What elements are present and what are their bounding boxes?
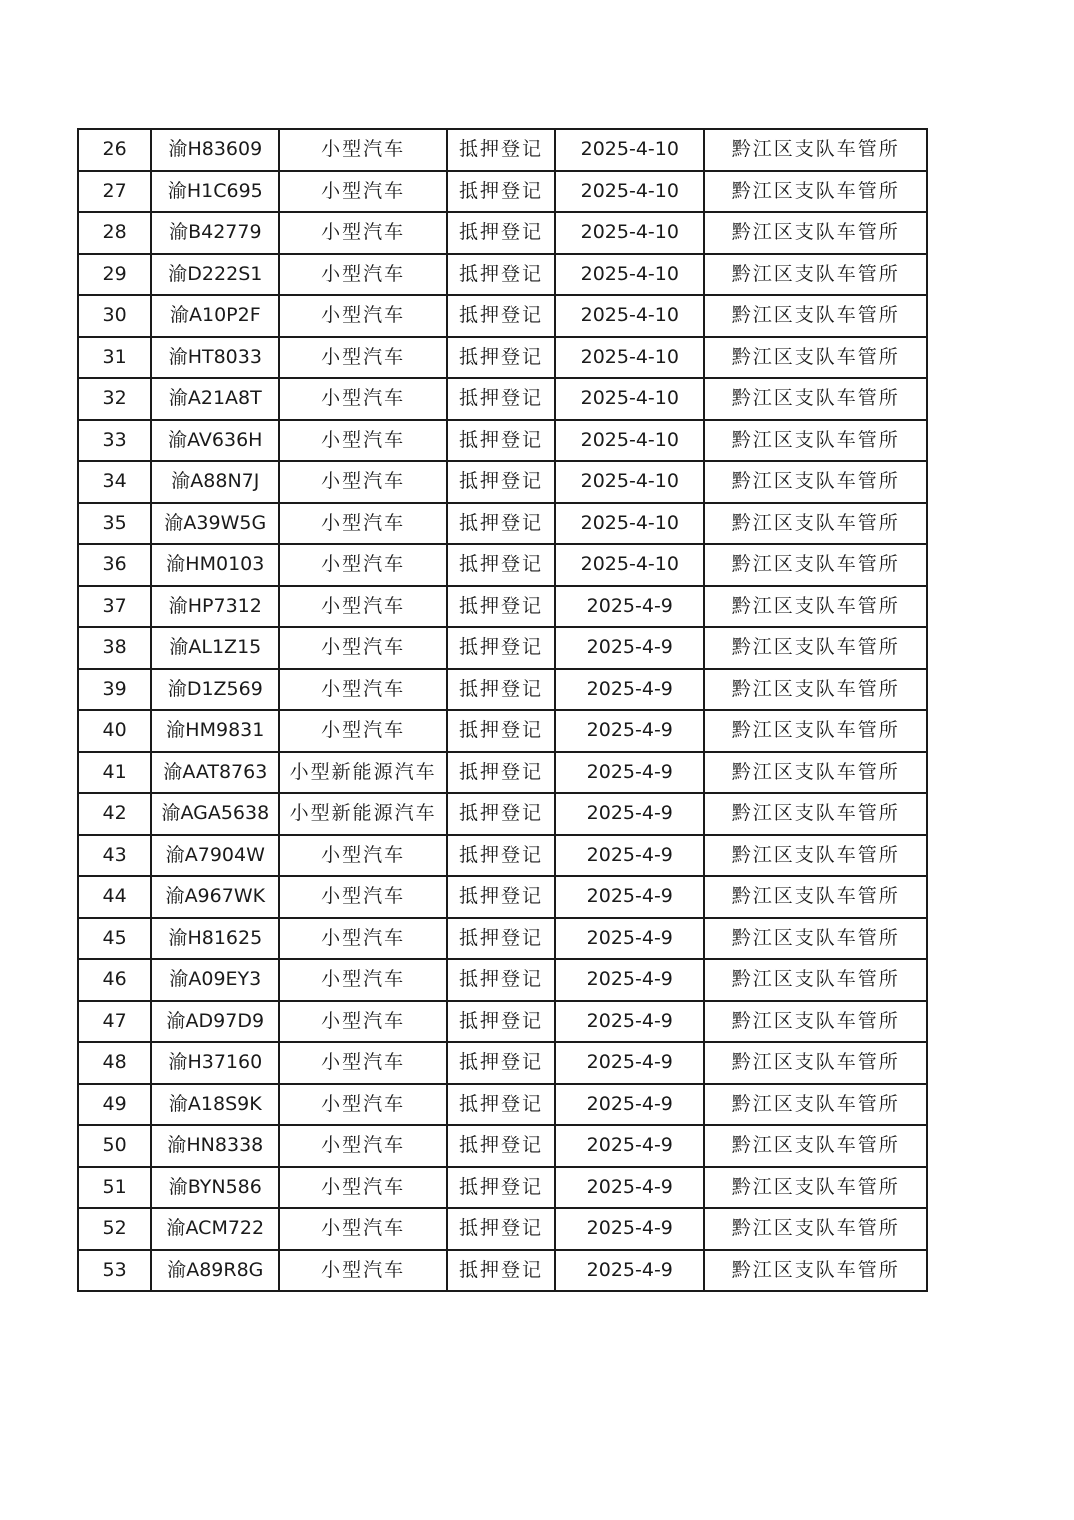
cell-business-type: 抵押登记	[447, 835, 555, 877]
cell-office: 黔江区支队车管所	[704, 129, 927, 171]
cell-date: 2025-4-9	[555, 1084, 704, 1126]
cell-vehicle-type: 小型汽车	[279, 129, 446, 171]
cell-row-number: 52	[78, 1208, 151, 1250]
cell-row-number: 51	[78, 1167, 151, 1209]
cell-date: 2025-4-10	[555, 212, 704, 254]
cell-row-number: 50	[78, 1125, 151, 1167]
cell-date: 2025-4-10	[555, 378, 704, 420]
table-row	[78, 1250, 927, 1292]
cell-office: 黔江区支队车管所	[704, 835, 927, 877]
cell-office: 黔江区支队车管所	[704, 420, 927, 462]
cell-business-type: 抵押登记	[447, 295, 555, 337]
cell-row-number: 36	[78, 544, 151, 586]
table-row	[78, 1001, 927, 1043]
cell-row-number: 35	[78, 503, 151, 545]
cell-office: 黔江区支队车管所	[704, 378, 927, 420]
table-row	[78, 876, 927, 918]
cell-vehicle-type: 小型汽车	[279, 1125, 446, 1167]
cell-date: 2025-4-10	[555, 420, 704, 462]
cell-business-type: 抵押登记	[447, 171, 555, 213]
cell-office: 黔江区支队车管所	[704, 295, 927, 337]
cell-row-number: 46	[78, 959, 151, 1001]
cell-date: 2025-4-9	[555, 835, 704, 877]
cell-date: 2025-4-9	[555, 876, 704, 918]
cell-vehicle-type: 小型汽车	[279, 1167, 446, 1209]
cell-vehicle-type: 小型汽车	[279, 378, 446, 420]
cell-plate-number: 渝H37160	[151, 1042, 279, 1084]
cell-row-number: 53	[78, 1250, 151, 1292]
cell-business-type: 抵押登记	[447, 752, 555, 794]
cell-date: 2025-4-9	[555, 1250, 704, 1292]
cell-row-number: 32	[78, 378, 151, 420]
cell-row-number: 27	[78, 171, 151, 213]
cell-business-type: 抵押登记	[447, 959, 555, 1001]
cell-vehicle-type: 小型汽车	[279, 420, 446, 462]
cell-business-type: 抵押登记	[447, 1042, 555, 1084]
cell-vehicle-type: 小型汽车	[279, 835, 446, 877]
cell-vehicle-type: 小型汽车	[279, 1250, 446, 1292]
cell-date: 2025-4-9	[555, 669, 704, 711]
table-row	[78, 295, 927, 337]
cell-plate-number: 渝A09EY3	[151, 959, 279, 1001]
cell-business-type: 抵押登记	[447, 544, 555, 586]
cell-vehicle-type: 小型汽车	[279, 1001, 446, 1043]
cell-business-type: 抵押登记	[447, 1001, 555, 1043]
cell-row-number: 41	[78, 752, 151, 794]
cell-office: 黔江区支队车管所	[704, 752, 927, 794]
cell-date: 2025-4-10	[555, 337, 704, 379]
table-row	[78, 129, 927, 171]
cell-office: 黔江区支队车管所	[704, 1208, 927, 1250]
cell-date: 2025-4-9	[555, 586, 704, 628]
cell-business-type: 抵押登记	[447, 669, 555, 711]
cell-plate-number: 渝H1C695	[151, 171, 279, 213]
cell-vehicle-type: 小型新能源汽车	[279, 752, 446, 794]
cell-office: 黔江区支队车管所	[704, 254, 927, 296]
cell-plate-number: 渝A21A8T	[151, 378, 279, 420]
cell-business-type: 抵押登记	[447, 710, 555, 752]
cell-office: 黔江区支队车管所	[704, 1167, 927, 1209]
table-row	[78, 669, 927, 711]
cell-row-number: 26	[78, 129, 151, 171]
table-row	[78, 1125, 927, 1167]
cell-business-type: 抵押登记	[447, 1208, 555, 1250]
cell-office: 黔江区支队车管所	[704, 337, 927, 379]
cell-vehicle-type: 小型汽车	[279, 627, 446, 669]
cell-plate-number: 渝AL1Z15	[151, 627, 279, 669]
cell-vehicle-type: 小型汽车	[279, 710, 446, 752]
cell-plate-number: 渝AV636H	[151, 420, 279, 462]
cell-vehicle-type: 小型汽车	[279, 1084, 446, 1126]
cell-office: 黔江区支队车管所	[704, 544, 927, 586]
cell-business-type: 抵押登记	[447, 876, 555, 918]
table-row	[78, 918, 927, 960]
cell-office: 黔江区支队车管所	[704, 876, 927, 918]
cell-row-number: 39	[78, 669, 151, 711]
table-row	[78, 586, 927, 628]
cell-office: 黔江区支队车管所	[704, 503, 927, 545]
table-row	[78, 337, 927, 379]
cell-plate-number: 渝D222S1	[151, 254, 279, 296]
cell-business-type: 抵押登记	[447, 254, 555, 296]
cell-plate-number: 渝A88N7J	[151, 461, 279, 503]
cell-date: 2025-4-9	[555, 918, 704, 960]
table-row	[78, 627, 927, 669]
cell-business-type: 抵押登记	[447, 793, 555, 835]
cell-business-type: 抵押登记	[447, 1084, 555, 1126]
cell-business-type: 抵押登记	[447, 337, 555, 379]
cell-plate-number: 渝HP7312	[151, 586, 279, 628]
table-row	[78, 544, 927, 586]
cell-office: 黔江区支队车管所	[704, 212, 927, 254]
table-row	[78, 212, 927, 254]
cell-plate-number: 渝HM0103	[151, 544, 279, 586]
cell-plate-number: 渝AAT8763	[151, 752, 279, 794]
cell-business-type: 抵押登记	[447, 1250, 555, 1292]
cell-business-type: 抵押登记	[447, 1125, 555, 1167]
cell-plate-number: 渝A7904W	[151, 835, 279, 877]
cell-row-number: 48	[78, 1042, 151, 1084]
cell-row-number: 29	[78, 254, 151, 296]
cell-business-type: 抵押登记	[447, 1167, 555, 1209]
cell-date: 2025-4-9	[555, 959, 704, 1001]
cell-plate-number: 渝AGA5638	[151, 793, 279, 835]
cell-vehicle-type: 小型汽车	[279, 1042, 446, 1084]
cell-vehicle-type: 小型汽车	[279, 1208, 446, 1250]
table-row	[78, 461, 927, 503]
table-row	[78, 1208, 927, 1250]
cell-business-type: 抵押登记	[447, 461, 555, 503]
cell-date: 2025-4-10	[555, 503, 704, 545]
cell-date: 2025-4-9	[555, 710, 704, 752]
table-body	[78, 129, 927, 1291]
cell-office: 黔江区支队车管所	[704, 1125, 927, 1167]
cell-date: 2025-4-9	[555, 1208, 704, 1250]
table-row	[78, 959, 927, 1001]
cell-business-type: 抵押登记	[447, 586, 555, 628]
cell-row-number: 47	[78, 1001, 151, 1043]
cell-vehicle-type: 小型汽车	[279, 254, 446, 296]
cell-date: 2025-4-9	[555, 1042, 704, 1084]
cell-plate-number: 渝B42779	[151, 212, 279, 254]
cell-row-number: 30	[78, 295, 151, 337]
cell-date: 2025-4-9	[555, 1125, 704, 1167]
cell-office: 黔江区支队车管所	[704, 669, 927, 711]
cell-vehicle-type: 小型汽车	[279, 918, 446, 960]
table-row	[78, 1042, 927, 1084]
table-row	[78, 835, 927, 877]
cell-plate-number: 渝A967WK	[151, 876, 279, 918]
table-row	[78, 254, 927, 296]
cell-office: 黔江区支队车管所	[704, 461, 927, 503]
cell-office: 黔江区支队车管所	[704, 918, 927, 960]
cell-plate-number: 渝A39W5G	[151, 503, 279, 545]
cell-vehicle-type: 小型汽车	[279, 544, 446, 586]
cell-vehicle-type: 小型汽车	[279, 586, 446, 628]
cell-vehicle-type: 小型汽车	[279, 876, 446, 918]
cell-plate-number: 渝A10P2F	[151, 295, 279, 337]
cell-row-number: 31	[78, 337, 151, 379]
cell-date: 2025-4-10	[555, 129, 704, 171]
cell-plate-number: 渝AD97D9	[151, 1001, 279, 1043]
table-row	[78, 710, 927, 752]
cell-plate-number: 渝A18S9K	[151, 1084, 279, 1126]
cell-business-type: 抵押登记	[447, 129, 555, 171]
cell-vehicle-type: 小型汽车	[279, 669, 446, 711]
cell-plate-number: 渝HN8338	[151, 1125, 279, 1167]
cell-business-type: 抵押登记	[447, 627, 555, 669]
cell-vehicle-type: 小型汽车	[279, 295, 446, 337]
cell-vehicle-type: 小型新能源汽车	[279, 793, 446, 835]
cell-row-number: 43	[78, 835, 151, 877]
cell-date: 2025-4-9	[555, 793, 704, 835]
cell-row-number: 37	[78, 586, 151, 628]
cell-date: 2025-4-10	[555, 544, 704, 586]
table-row	[78, 378, 927, 420]
cell-row-number: 38	[78, 627, 151, 669]
cell-office: 黔江区支队车管所	[704, 1084, 927, 1126]
cell-row-number: 44	[78, 876, 151, 918]
cell-row-number: 45	[78, 918, 151, 960]
cell-plate-number: 渝HT8033	[151, 337, 279, 379]
cell-date: 2025-4-10	[555, 254, 704, 296]
cell-date: 2025-4-10	[555, 171, 704, 213]
cell-date: 2025-4-10	[555, 295, 704, 337]
cell-row-number: 33	[78, 420, 151, 462]
cell-row-number: 42	[78, 793, 151, 835]
table-row	[78, 752, 927, 794]
cell-plate-number: 渝A89R8G	[151, 1250, 279, 1292]
cell-office: 黔江区支队车管所	[704, 1042, 927, 1084]
cell-office: 黔江区支队车管所	[704, 959, 927, 1001]
cell-business-type: 抵押登记	[447, 420, 555, 462]
table-row	[78, 1084, 927, 1126]
cell-row-number: 40	[78, 710, 151, 752]
cell-date: 2025-4-9	[555, 627, 704, 669]
table-row	[78, 420, 927, 462]
cell-office: 黔江区支队车管所	[704, 171, 927, 213]
cell-business-type: 抵押登记	[447, 918, 555, 960]
table-row	[78, 503, 927, 545]
table-row	[78, 171, 927, 213]
table-row	[78, 793, 927, 835]
cell-plate-number: 渝D1Z569	[151, 669, 279, 711]
registration-table	[77, 128, 928, 1292]
cell-office: 黔江区支队车管所	[704, 710, 927, 752]
cell-office: 黔江区支队车管所	[704, 627, 927, 669]
cell-vehicle-type: 小型汽车	[279, 337, 446, 379]
cell-business-type: 抵押登记	[447, 503, 555, 545]
cell-plate-number: 渝H81625	[151, 918, 279, 960]
cell-row-number: 49	[78, 1084, 151, 1126]
cell-date: 2025-4-9	[555, 1001, 704, 1043]
cell-office: 黔江区支队车管所	[704, 1250, 927, 1292]
cell-vehicle-type: 小型汽车	[279, 461, 446, 503]
cell-vehicle-type: 小型汽车	[279, 171, 446, 213]
cell-plate-number: 渝HM9831	[151, 710, 279, 752]
cell-plate-number: 渝BYN586	[151, 1167, 279, 1209]
cell-date: 2025-4-9	[555, 752, 704, 794]
cell-row-number: 34	[78, 461, 151, 503]
cell-vehicle-type: 小型汽车	[279, 503, 446, 545]
table-row	[78, 1167, 927, 1209]
cell-plate-number: 渝H83609	[151, 129, 279, 171]
cell-office: 黔江区支队车管所	[704, 586, 927, 628]
cell-vehicle-type: 小型汽车	[279, 959, 446, 1001]
cell-date: 2025-4-10	[555, 461, 704, 503]
cell-plate-number: 渝ACM722	[151, 1208, 279, 1250]
cell-office: 黔江区支队车管所	[704, 793, 927, 835]
cell-row-number: 28	[78, 212, 151, 254]
cell-vehicle-type: 小型汽车	[279, 212, 446, 254]
cell-date: 2025-4-9	[555, 1167, 704, 1209]
cell-office: 黔江区支队车管所	[704, 1001, 927, 1043]
cell-business-type: 抵押登记	[447, 378, 555, 420]
cell-business-type: 抵押登记	[447, 212, 555, 254]
